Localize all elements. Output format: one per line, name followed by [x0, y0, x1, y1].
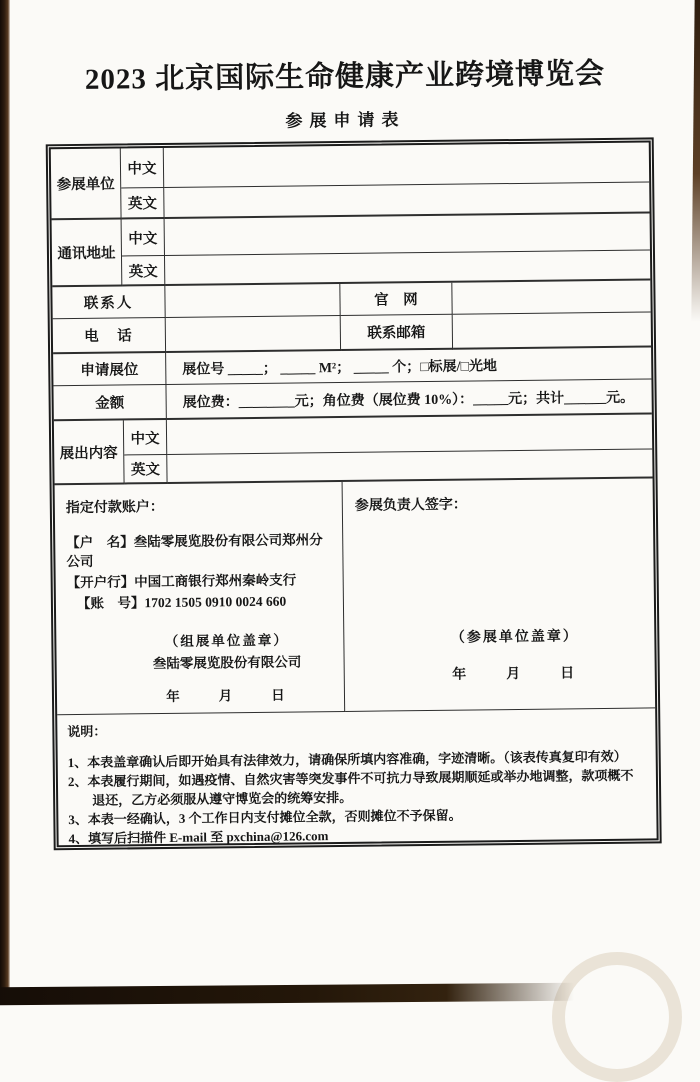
contact-field: [165, 284, 340, 318]
exhibitor-cn-field: [164, 142, 649, 187]
page-subtitle: 参展申请表: [285, 110, 406, 131]
payment-account-name: 【户 名】叁陆零展览股份有限公司郑州分公司: [66, 532, 323, 570]
email-label: 联系邮箱: [341, 315, 453, 351]
exhibits-label: 展出内容: [54, 420, 125, 485]
organizer-stamp-block: [124, 628, 330, 705]
page-title: 2023 北京国际生命健康产业跨境博览会: [84, 57, 606, 96]
signature-title: 参展负责人签字：: [354, 497, 467, 514]
exhibits-en-label: 英文: [124, 455, 167, 484]
address-label: 通讯地址: [52, 219, 123, 287]
scan-artifact-bottom-edge: [0, 983, 574, 1006]
email-field: [453, 312, 651, 349]
website-label: 官 网: [340, 283, 452, 316]
payment-account-number: 【账 号】1702 1505 0910 0024 660: [76, 593, 287, 611]
booth-label: 申请展位: [53, 353, 166, 386]
exhibitor-cn-label: 中文: [121, 148, 164, 188]
note-item-1: 1、本表盖章确认后即开始具有法律效力，请确保所填内容准确，字迹清晰。（该表传真复印有效）: [67, 748, 627, 771]
amount-label: 金额: [53, 385, 166, 421]
exhibitor-en-label: 英文: [121, 188, 164, 219]
notes-section: [57, 708, 656, 845]
signature-section: [343, 478, 656, 712]
organizer-date-line: 年 月 日: [166, 687, 289, 704]
organizer-company-name: 叁陆零展览股份有限公司: [152, 654, 302, 672]
exhibits-cn-field: [167, 414, 652, 454]
application-form-table: [46, 137, 662, 850]
notes-title: 说明：: [67, 723, 107, 740]
exhibits-cn-label: 中文: [124, 420, 167, 455]
faint-watermark-logo: [552, 952, 682, 1082]
note-item-4: 4、填写后扫描件 E-mail 至 pxchina@126.com: [68, 828, 329, 847]
payment-account-section: [55, 482, 346, 715]
contact-label: 联系人: [52, 286, 165, 319]
address-cn-label: 中文: [122, 219, 165, 256]
note-item-2: 2、本表履行期间，如遇疫情、自然灾害等突发事件不可抗力导致展期顺延或举办地调整，款项概不退还，乙方必须服从遵守博览会的统筹安排。: [67, 767, 634, 808]
address-cn-field: [165, 213, 650, 255]
organizer-stamp-label: （组展单位盖章）: [164, 632, 289, 649]
exhibitor-stamp-block: [407, 625, 623, 684]
scan-artifact-left-edge: [0, 0, 10, 997]
phone-field: [166, 316, 341, 353]
payment-bank: 【开户行】中国工商银行郑州秦岭支行: [66, 572, 297, 591]
phone-label: 电 话: [53, 318, 166, 354]
amount-content: 展位费：________元；角位费（展位费 10%）：_____元；共计______元。: [166, 379, 651, 419]
website-field: [452, 280, 650, 314]
exhibitor-label: 参展单位: [51, 148, 122, 220]
address-en-label: 英文: [122, 256, 165, 286]
payment-title: 指定付款账户：: [65, 499, 164, 517]
note-item-3: 3、本表一经确认，3 个工作日内支付摊位全款，否则摊位不予保留。: [68, 807, 462, 828]
exhibitor-date-line: 年 月 日: [452, 666, 579, 683]
booth-content: 展位号 _____； _____ M²； _____ 个；□标展/□光地: [166, 347, 651, 384]
exhibitor-stamp-label: （参展单位盖章）: [450, 629, 579, 646]
